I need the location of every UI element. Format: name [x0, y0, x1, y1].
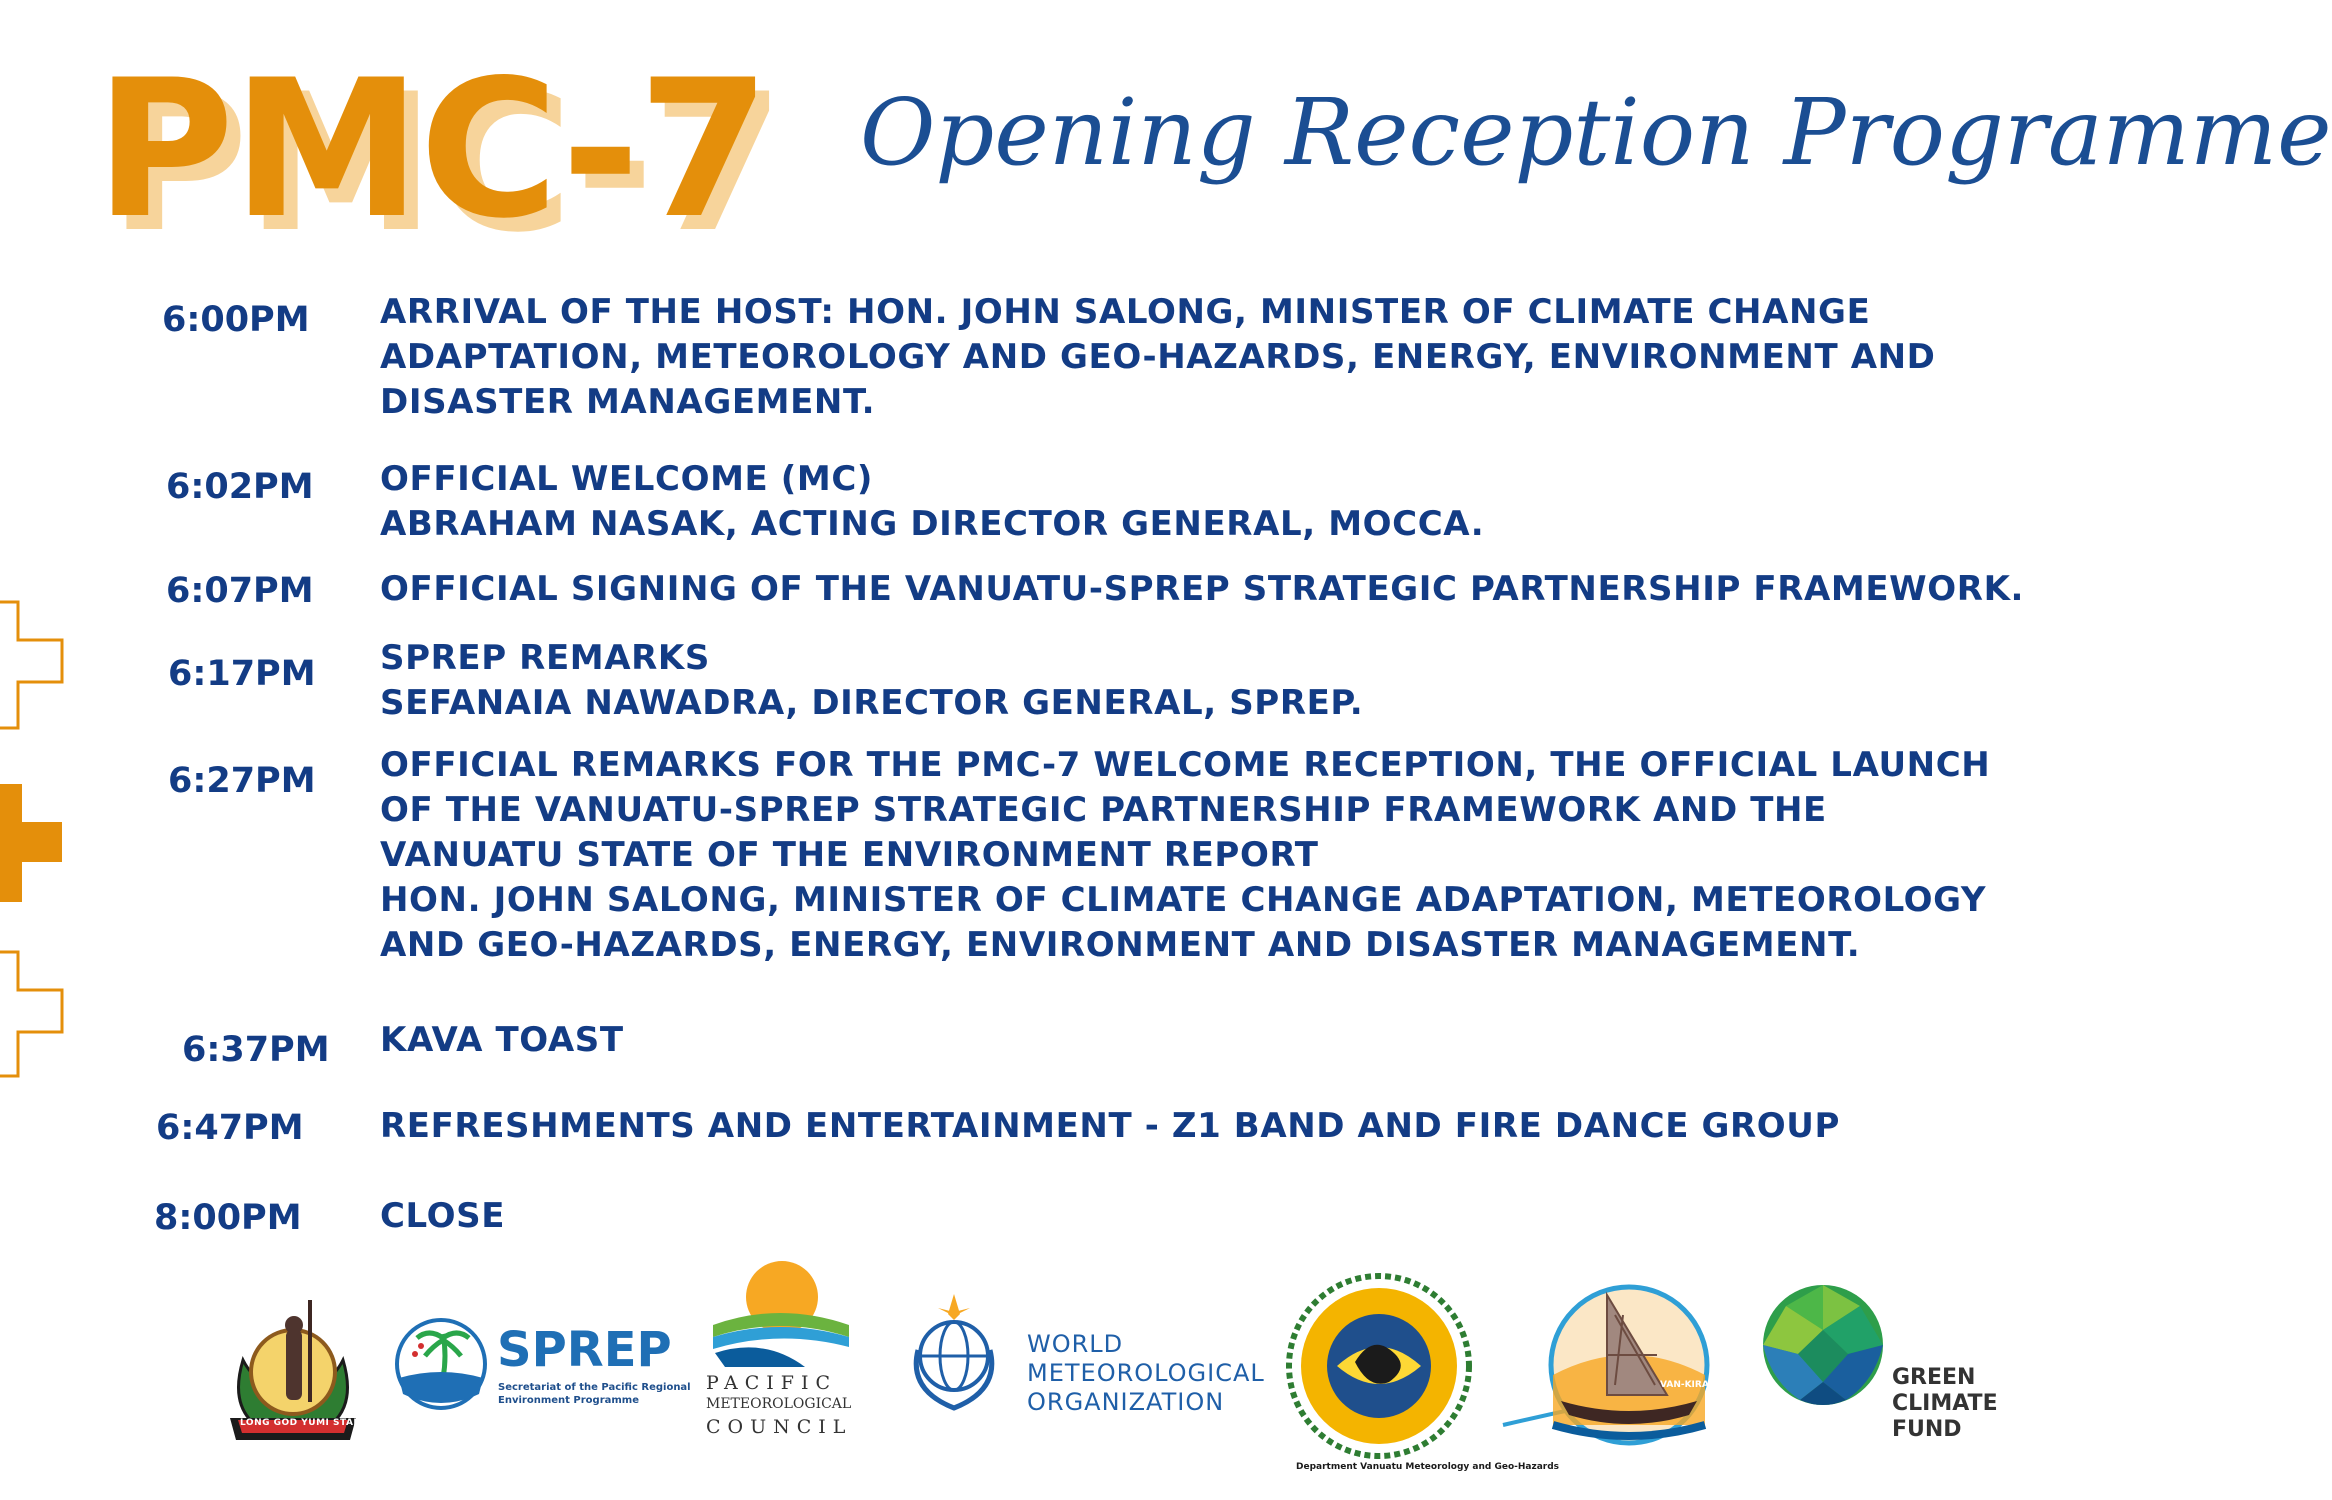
schedule-time: 6:00PM: [162, 300, 310, 340]
pmc-line-1: PACIFIC: [706, 1372, 838, 1394]
description-line: OFFICIAL WELCOME (MC): [380, 459, 874, 499]
pmc-line-3: COUNCIL: [706, 1416, 853, 1438]
pmc-line-2: METEOROLOGICAL: [706, 1396, 852, 1412]
description-line: HON. JOHN SALONG, MINISTER OF CLIMATE CHANGE ADAPTATION, METEOROLOGY: [380, 880, 1987, 920]
description-line: KAVA TOAST: [380, 1020, 624, 1060]
schedule-time: 6:37PM: [182, 1030, 330, 1070]
gcf-line-2: CLIMATE: [1892, 1391, 1998, 1416]
schedule-time: 8:00PM: [154, 1198, 302, 1238]
gcf-line-3: FUND: [1892, 1417, 1962, 1442]
wmo-line-1: WORLD: [1027, 1330, 1124, 1358]
vanuatu-motto: LONG GOD YUMI STANAP: [240, 1418, 377, 1428]
description-line: ADAPTATION, METEOROLOGY AND GEO-HAZARDS, ENERGY, ENVIRONMENT AND: [380, 337, 1936, 377]
description-line: ABRAHAM NASAK, ACTING DIRECTOR GENERAL, MOCCA.: [380, 504, 1485, 544]
schedule-time: 6:07PM: [166, 571, 314, 611]
pacific-met-council-logo-icon: [705, 1255, 855, 1380]
page-title: PMC-7: [95, 39, 769, 260]
vanuatu-climate-canoe-icon: [1497, 1275, 1722, 1450]
description-line: OFFICIAL SIGNING OF THE VANUATU-SPREP STRATEGIC PARTNERSHIP FRAMEWORK.: [380, 569, 2025, 609]
sprep-logo-icon: [393, 1316, 493, 1410]
schedule-description: [380, 1104, 1840, 1149]
description-line: CLOSE: [380, 1196, 506, 1236]
schedule-description: [380, 290, 1935, 425]
schedule-description: [380, 636, 1363, 726]
decorative-crosses: [0, 0, 80, 1500]
description-line: OF THE VANUATU-SPREP STRATEGIC PARTNERSHIP FRAMEWORK AND THE: [380, 790, 1827, 830]
page-subtitle: Opening Reception Programme: [860, 79, 2332, 186]
wmo-line-3: ORGANIZATION: [1027, 1388, 1225, 1416]
schedule-time: 6:27PM: [168, 761, 316, 801]
vmgd-ring-text: Department Vanuatu Meteorology and Geo-Hazards: [1296, 1462, 1560, 1472]
schedule-description: [380, 1194, 505, 1239]
description-line: SEFANAIA NAWADRA, DIRECTOR GENERAL, SPREP.: [380, 683, 1364, 723]
description-line: SPREP REMARKS: [380, 638, 710, 678]
schedule-description: [380, 743, 1990, 968]
green-climate-fund-icon: [1760, 1282, 1886, 1408]
description-line: ARRIVAL OF THE HOST: HON. JOHN SALONG, MINISTER OF CLIMATE CHANGE: [380, 292, 1871, 332]
sprep-tagline-2: Environment Programme: [498, 1395, 639, 1406]
sprep-tagline-1: Secretariat of the Pacific Regional: [498, 1382, 691, 1393]
description-line: AND GEO-HAZARDS, ENERGY, ENVIRONMENT AND DISASTER MANAGEMENT.: [380, 925, 1861, 965]
schedule-time: 6:17PM: [168, 654, 316, 694]
wmo-emblem-icon: [898, 1290, 1010, 1414]
sprep-name: SPREP: [497, 1322, 672, 1378]
vanuatu-climate-tag: VAN-KIRAP: [1660, 1380, 1716, 1390]
wmo-line-2: METEOROLOGICAL: [1027, 1359, 1265, 1387]
schedule-description: [380, 567, 2024, 612]
description-line: VANUATU STATE OF THE ENVIRONMENT REPORT: [380, 835, 1319, 875]
schedule-time: 6:02PM: [166, 467, 314, 507]
description-line: DISASTER MANAGEMENT.: [380, 382, 876, 422]
schedule-description: [380, 457, 1484, 547]
gcf-line-1: GREEN: [1892, 1365, 1976, 1390]
schedule-description: [380, 1018, 624, 1063]
description-line: OFFICIAL REMARKS FOR THE PMC-7 WELCOME RECEPTION, THE OFFICIAL LAUNCH: [380, 745, 1991, 785]
vmgd-seal-icon: [1285, 1272, 1473, 1460]
schedule-time: 6:47PM: [156, 1108, 304, 1148]
description-line: REFRESHMENTS AND ENTERTAINMENT - Z1 BAND AND FIRE DANCE GROUP: [380, 1106, 1841, 1146]
